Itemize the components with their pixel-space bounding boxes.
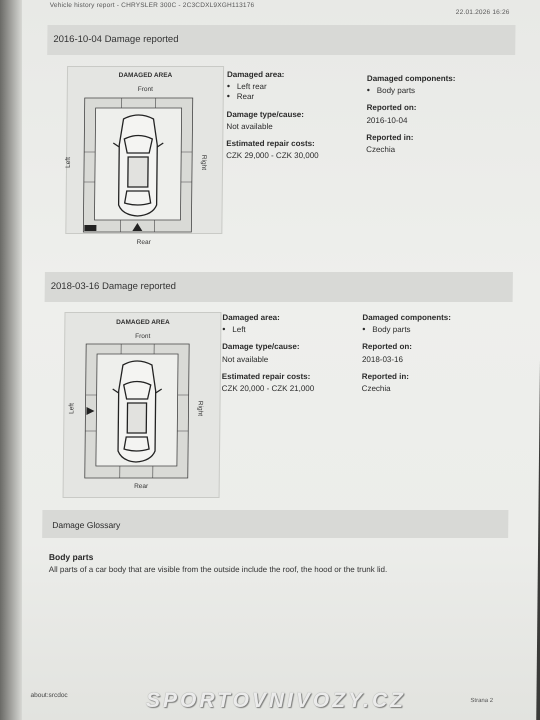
components-label: Damaged components: [366,74,456,83]
rear-label: Rear [134,483,149,490]
reported-on-value: 2016-10-04 [366,115,408,125]
damaged-area-label: Damaged area: [226,70,285,79]
list-item: • Left [222,325,315,334]
glossary-header: Damage Glossary [42,510,508,538]
reported-in-label: Reported in: [361,371,409,381]
site-watermark: SPORTOVNIVOZY.CZ [146,689,406,712]
glossary-definition: All parts of a car body that are visible from the outside include the roof, the hood or the trunk lid. [48,565,388,574]
damage-type-value: Not available [226,121,273,131]
list-item: • Body parts [362,325,451,334]
components-column [366,74,455,162]
damage-type-value: Not available [221,354,269,364]
damaged-area-list [227,82,320,101]
reported-in-value: Czechia [366,144,396,154]
components-list [362,325,451,334]
car-damage-diagram [82,97,193,233]
components-column [362,313,451,401]
left-rear-damage-marker [84,225,96,231]
car-damage-diagram [84,343,190,479]
damaged-area-card [64,66,224,246]
repair-cost-label: Estimated repair costs: [226,138,315,148]
reported-on-label: Reported on: [362,342,412,352]
damaged-area-title: DAMAGED AREA [116,319,170,326]
page-fold-shadow [0,0,22,720]
reported-on-label: Reported on: [366,103,417,113]
components-label: Damaged components: [362,313,451,322]
damage-details-column [226,70,320,168]
damaged-area-list [222,325,315,334]
list-item: • Rear [227,92,320,101]
damaged-area-label: Damaged area: [222,313,280,322]
list-item: • Body parts [367,86,456,95]
left-label: Left [64,157,73,168]
print-header [48,0,518,14]
list-item: • Left rear [227,82,320,91]
right-label: Right [200,154,208,171]
reported-in-label: Reported in: [366,132,414,142]
print-timestamp: 22.01.2026 16:26 [455,9,510,16]
damaged-area-card [63,312,222,498]
front-label: Front [135,333,151,340]
left-label: Left [68,403,76,414]
damage-details-column [222,313,315,401]
repair-cost-label: Estimated repair costs: [221,371,311,381]
damage-type-label: Damage type/cause: [222,342,300,352]
repair-cost-value: CZK 29,000 - CZK 30,000 [226,151,319,161]
report-title: Vehicle history report - CHRYSLER 300C - 2C3CDXL9XGH113176 [49,2,255,9]
right-label: Right [196,400,204,417]
front-label: Front [137,86,153,93]
footer-url: about:srcdoc [30,692,68,699]
glossary-term: Body parts [48,552,94,562]
damaged-area-title: DAMAGED AREA [118,72,173,79]
damage-type-label: Damage type/cause: [226,109,304,119]
reported-on-value: 2018-03-16 [361,354,403,364]
components-list [367,86,456,95]
rear-label: Rear [136,239,151,246]
damage-record-header: 2016-10-04 Damage reported [47,25,515,55]
page-number: Strana 2 [470,698,494,704]
reported-in-value: Czechia [361,383,391,393]
damage-record-header: 2018-03-16 Damage reported [45,272,513,302]
repair-cost-value: CZK 20,000 - CZK 21,000 [221,383,315,393]
